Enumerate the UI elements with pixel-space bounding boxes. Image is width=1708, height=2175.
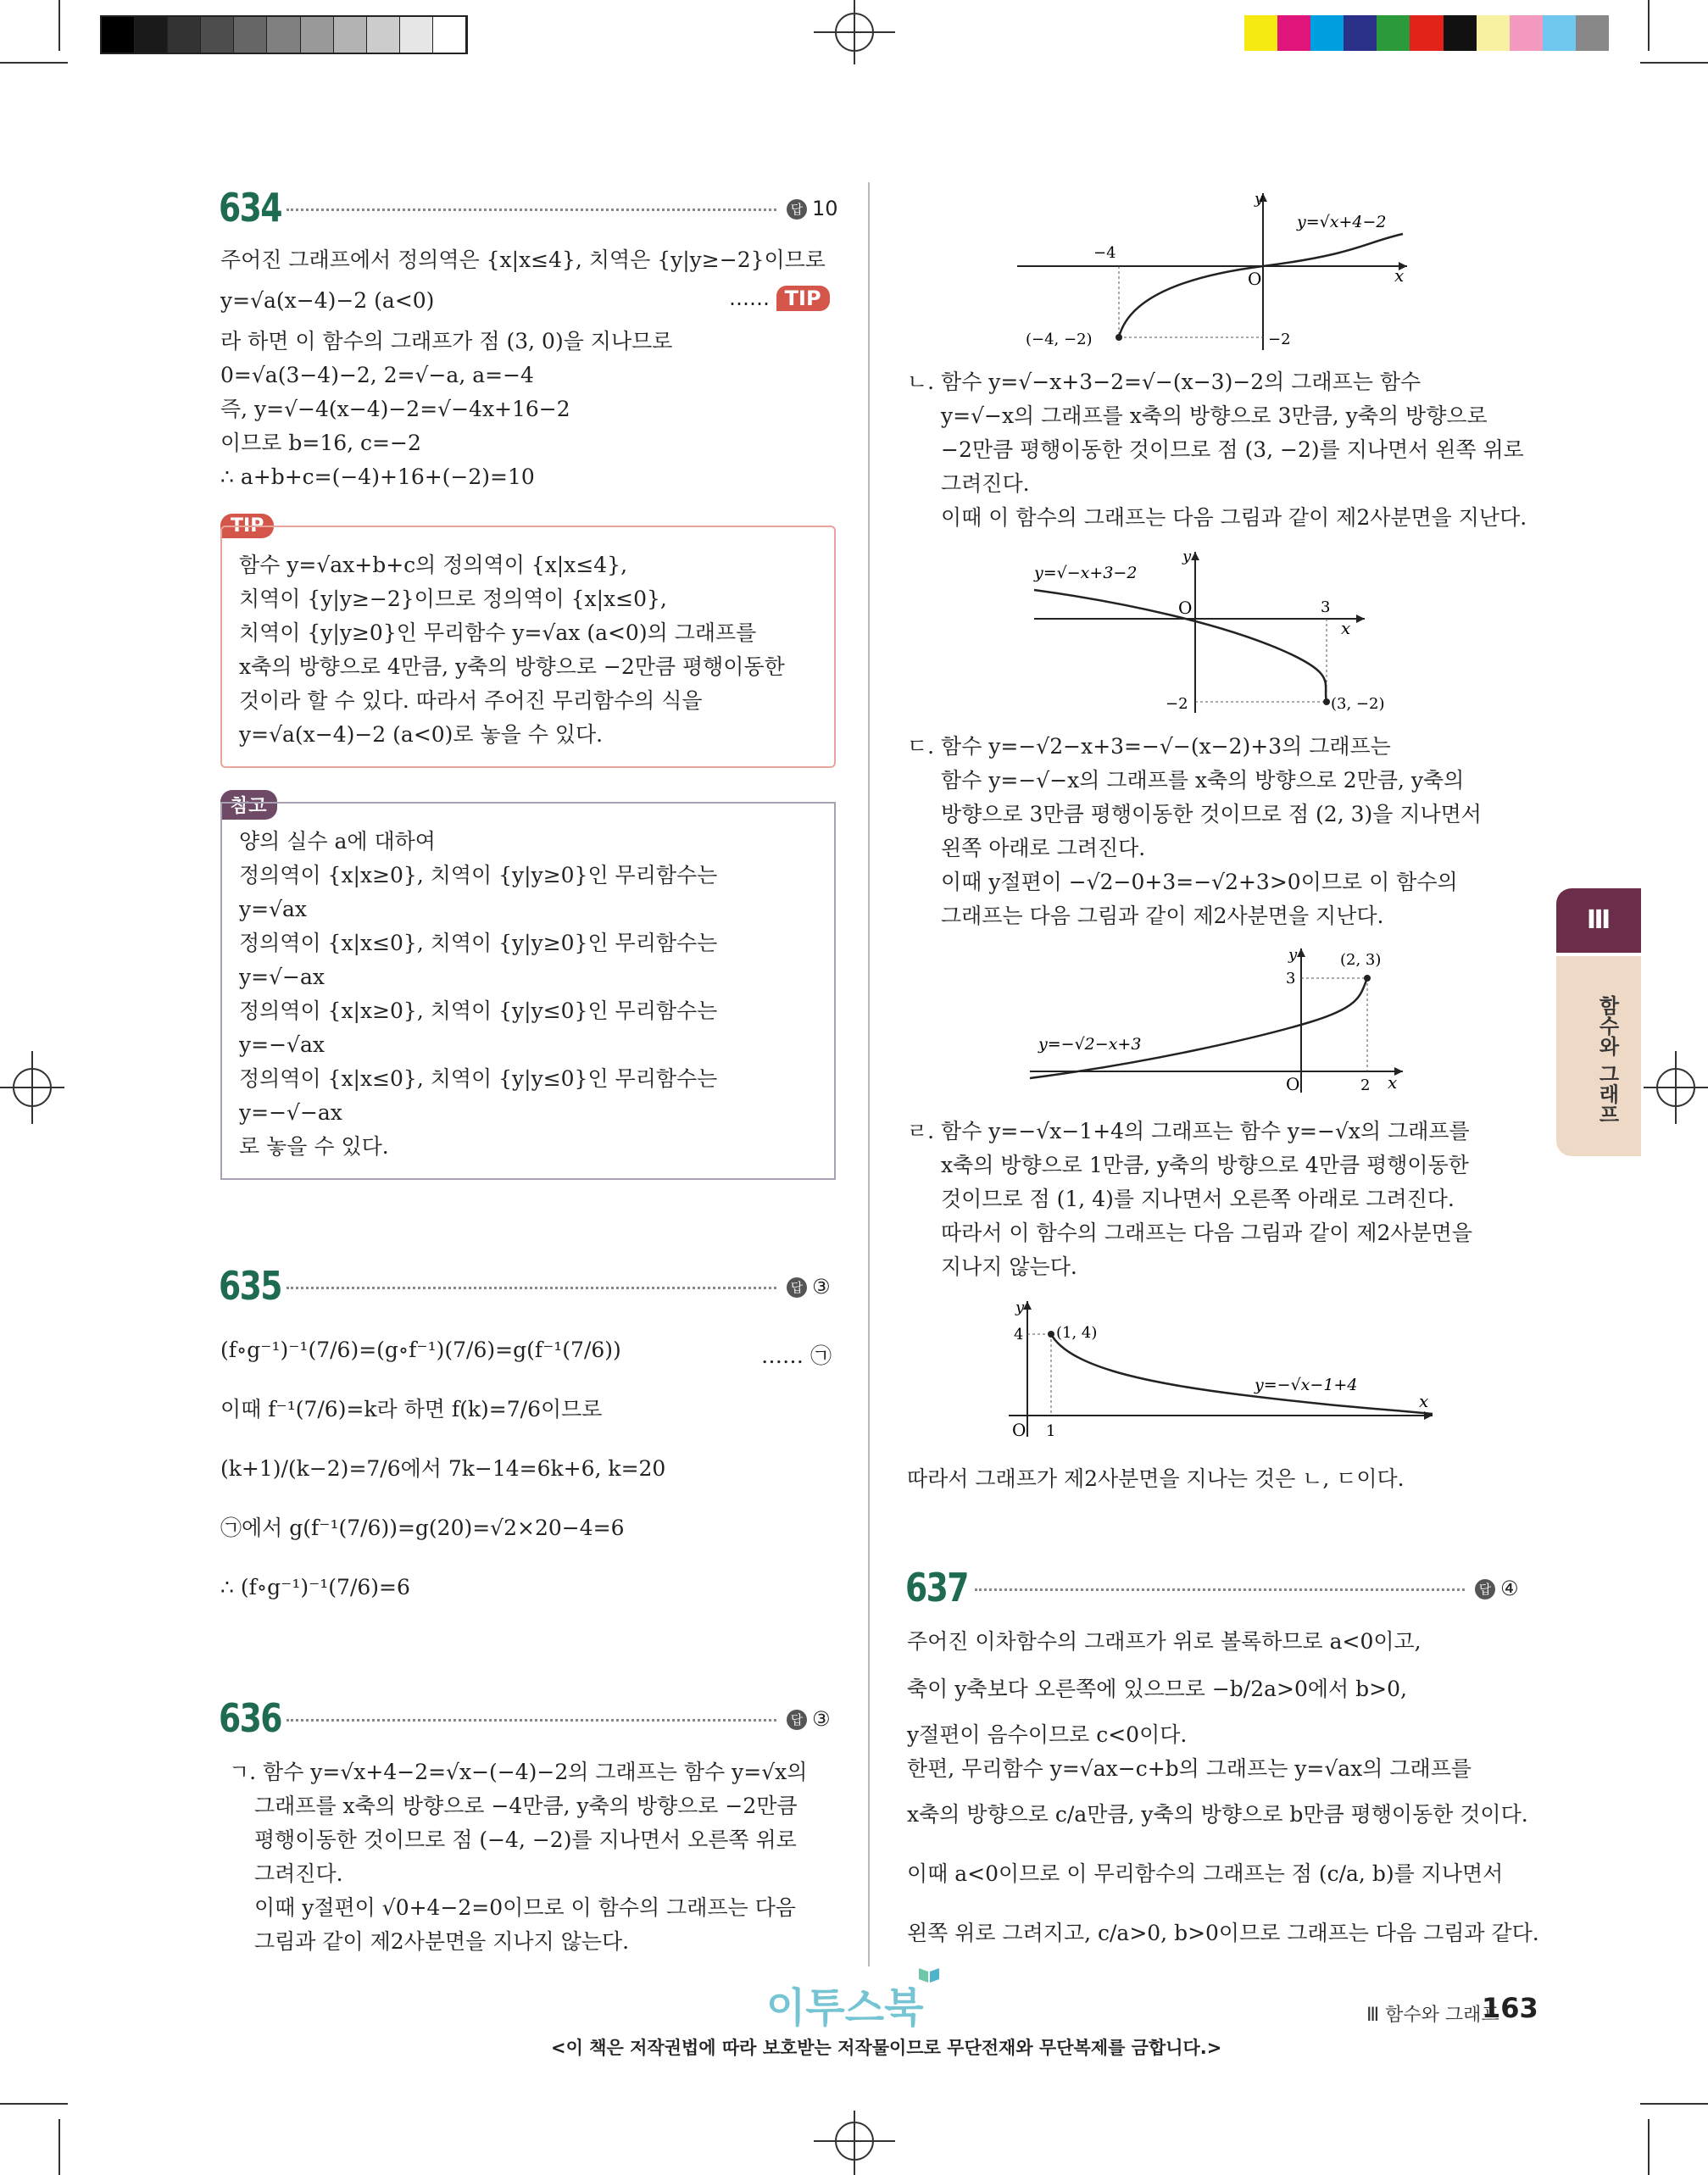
solution-line: 이때 y절편이 √0+4−2=0이므로 이 함수의 그래프는 다음 — [254, 1895, 796, 1920]
solution-line: 왼쪽 위로 그려지고, c/a>0, b>0이므로 그래프는 다음 그림과 같다. — [907, 1921, 1539, 1945]
problem-number: 635 — [219, 1263, 281, 1309]
origin-label: O — [1248, 269, 1262, 289]
tip-line: 것이라 할 수 있다. 따라서 주어진 무리함수의 식을 — [239, 688, 703, 713]
problem-number: 634 — [219, 185, 281, 231]
note-line: 양의 실수 a에 대하여 — [239, 829, 436, 854]
page-number: 163 — [1482, 1992, 1538, 2024]
solution-line: 이때 y절편이 −√2−0+3=−√2+3>0이므로 이 함수의 — [941, 870, 1458, 894]
solution-line: 이때 이 함수의 그래프는 다음 그림과 같이 제2사분면을 지난다. — [941, 505, 1527, 530]
problem-number: 636 — [219, 1695, 281, 1741]
curve-label: y=−√2−x+3 — [1038, 1035, 1142, 1054]
chapter-number: Ⅲ — [1556, 888, 1641, 953]
solution-line: 주어진 그래프에서 정의역은 {x|x≤4}, 치역은 {y|y≥−2}이므로 — [220, 248, 826, 272]
solution-line: ㄴ. 함수 y=√−x+3−2=√−(x−3)−2의 그래프는 함수 — [907, 370, 1421, 394]
solution-line: 그려진다. — [254, 1861, 343, 1886]
answer-badge: 답 ④ — [1475, 1577, 1519, 1600]
tip-line: y=√a(x−4)−2 (a<0)로 놓을 수 있다. — [239, 722, 604, 747]
solution-line: 축이 y축보다 오른쪽에 있으므로 −b/2a>0에서 b>0, — [907, 1677, 1407, 1701]
chapter-title-box — [1556, 956, 1641, 1156]
publisher-logo: 이투스북 — [766, 1984, 924, 2032]
note-label: 참고 — [220, 790, 277, 820]
y-tick-label: −2 — [1268, 331, 1291, 348]
x-tick-label: 1 — [1046, 1422, 1056, 1440]
solution-line: 그래프를 x축의 방향으로 −4만큼, y축의 방향으로 −2만큼 — [254, 1794, 798, 1818]
solution-line: −2만큼 평행이동한 것이므로 점 (3, −2)를 지나면서 왼쪽 위로 — [941, 437, 1524, 462]
y-tick-label: 4 — [1014, 1326, 1024, 1343]
solution-line: y절편이 음수이므로 c<0이다. — [907, 1722, 1188, 1747]
solution-line: 0=√a(3−4)−2, 2=√−a, a=−4 — [220, 363, 534, 387]
solution-line: ㄷ. 함수 y=−√2−x+3=−√−(x−2)+3의 그래프는 — [907, 734, 1391, 759]
solution-line: 이므로 b=16, c=−2 — [220, 431, 421, 455]
solution-line: 평행이동한 것이므로 점 (−4, −2)를 지나면서 오른쪽 위로 — [254, 1827, 797, 1852]
origin-label: O — [1178, 598, 1193, 618]
curve-label: y=−√x−1+4 — [1255, 1376, 1358, 1394]
graph-b — [1026, 548, 1416, 717]
point-label: (1, 4) — [1056, 1324, 1098, 1342]
chapter-footer: Ⅲ 함수와 그래프 — [1366, 2005, 1499, 2026]
note-line: 로 놓을 수 있다. — [239, 1134, 389, 1159]
point-label: (−4, −2) — [1026, 331, 1093, 348]
problem-number: 637 — [905, 1565, 968, 1610]
point-label: (2, 3) — [1340, 951, 1382, 969]
y-axis-label: y — [1182, 548, 1192, 565]
solution-line: 함수 y=−√−x의 그래프를 x축의 방향으로 2만큼, y축의 — [941, 768, 1465, 793]
x-axis-label: x — [1419, 1391, 1429, 1411]
solution-line: (f∘g⁻¹)⁻¹(7/6)=(g∘f⁻¹)(7/6)=g(f⁻¹(7/6)) — [220, 1338, 621, 1362]
solution-line: 그려진다. — [941, 471, 1030, 496]
graph-c — [1021, 944, 1411, 1097]
note-line: y=−√−ax — [239, 1100, 342, 1125]
solution-line: 라 하면 이 함수의 그래프가 점 (3, 0)을 지나므로 — [220, 329, 673, 353]
solution-line: x축의 방향으로 c/a만큼, y축의 방향으로 b만큼 평행이동한 것이다. — [907, 1802, 1528, 1827]
solution-line: 주어진 이차함수의 그래프가 위로 볼록하므로 a<0이고, — [907, 1629, 1421, 1654]
note-line: y=√−ax — [239, 965, 325, 989]
note-line: 정의역이 {x|x≤0}, 치역이 {y|y≤0}인 무리함수는 — [239, 1066, 718, 1091]
solution-line: 방향으로 3만큼 평행이동한 것이므로 점 (2, 3)을 지나면서 — [941, 802, 1482, 826]
solution-line: ∴ a+b+c=(−4)+16+(−2)=10 — [220, 464, 535, 489]
solution-line: 이때 a<0이므로 이 무리함수의 그래프는 점 (c/a, b)를 지나면서 — [907, 1861, 1504, 1886]
solution-line: 한편, 무리함수 y=√ax−c+b의 그래프는 y=√ax의 그래프를 — [907, 1756, 1472, 1781]
note-line: 정의역이 {x|x≥0}, 치역이 {y|y≤0}인 무리함수는 — [239, 998, 718, 1023]
x-axis-label: x — [1341, 618, 1351, 638]
tip-line: 함수 y=√ax+b+c의 정의역이 {x|x≤4}, — [239, 553, 628, 577]
solution-line: y=√a(x−4)−2 (a<0) — [220, 288, 435, 313]
x-axis-label: x — [1388, 1072, 1398, 1093]
solution-line: 그림과 같이 제2사분면을 지나지 않는다. — [254, 1929, 630, 1954]
solution-line: 즉, y=√−4(x−4)−2=√−4x+16−2 — [220, 397, 570, 421]
solution-line: (k+1)/(k−2)=7/6에서 7k−14=6k+6, k=20 — [220, 1456, 666, 1481]
solution-line: 것이므로 점 (1, 4)를 지나면서 오른쪽 아래로 그려진다. — [941, 1187, 1455, 1211]
x-tick-label: −4 — [1093, 244, 1116, 262]
tip-marker: …… TIP — [729, 286, 830, 310]
note-box — [220, 802, 836, 1180]
tip-label: TIP — [220, 514, 274, 538]
curve-label: y=√x+4−2 — [1297, 213, 1387, 231]
y-tick-label: 3 — [1286, 970, 1296, 987]
x-axis-label: x — [1394, 265, 1405, 286]
solution-line: ㄹ. 함수 y=−√x−1+4의 그래프는 함수 y=−√x의 그래프를 — [907, 1119, 1470, 1143]
origin-label: O — [1286, 1074, 1300, 1094]
solution-line: ㄱ. 함수 y=√x+4−2=√x−(−4)−2의 그래프는 함수 y=√x의 — [229, 1760, 808, 1784]
graph-d — [1000, 1297, 1441, 1441]
tip-box — [220, 526, 836, 768]
answer-badge: 답 ③ — [787, 1275, 831, 1299]
x-tick-label: 3 — [1321, 598, 1331, 616]
tip-line: 치역이 {y|y≥0}인 무리함수 y=√ax (a<0)의 그래프를 — [239, 620, 757, 645]
answer-badge: 답 10 — [787, 197, 838, 220]
copyright-notice: <이 책은 저작권법에 따라 보호받는 저작물이므로 무단전재와 무단복제를 금합니다.> — [551, 2038, 1222, 2058]
x-tick-label: 2 — [1360, 1076, 1371, 1094]
tip-line: 치역이 {y|y≥−2}이므로 정의역이 {x|x≤0}, — [239, 587, 667, 611]
equation-marker: …… ㉠ — [761, 1343, 832, 1368]
solution-line: 지나지 않는다. — [941, 1254, 1077, 1279]
y-axis-label: y — [1255, 190, 1264, 208]
graph-a — [1009, 185, 1416, 354]
solution-line: 따라서 이 함수의 그래프는 다음 그림과 같이 제2사분면을 — [941, 1221, 1472, 1245]
y-tick-label: −2 — [1166, 695, 1188, 713]
solution-line: ∴ (f∘g⁻¹)⁻¹(7/6)=6 — [220, 1575, 410, 1599]
solution-line: 왼쪽 아래로 그려진다. — [941, 836, 1146, 860]
logo-book-icon — [917, 1965, 941, 1983]
note-line: y=√ax — [239, 897, 308, 921]
conclusion-line: 따라서 그래프가 제2사분면을 지나는 것은 ㄴ, ㄷ이다. — [907, 1466, 1405, 1491]
tip-line: x축의 방향으로 4만큼, y축의 방향으로 −2만큼 평행이동한 — [239, 654, 785, 679]
note-line: 정의역이 {x|x≤0}, 치역이 {y|y≥0}인 무리함수는 — [239, 931, 718, 955]
y-axis-label: y — [1015, 1299, 1025, 1316]
point-label: (3, −2) — [1331, 695, 1385, 713]
chapter-title: 함수와 그래프 — [1595, 994, 1619, 1125]
solution-line: y=√−x의 그래프를 x축의 방향으로 3만큼, y축의 방향으로 — [941, 403, 1488, 428]
answer-badge: 답 ③ — [787, 1707, 831, 1731]
solution-line: 이때 f⁻¹(7/6)=k라 하면 f(k)=7/6이므로 — [220, 1397, 603, 1421]
note-line: y=−√ax — [239, 1032, 325, 1057]
y-axis-label: y — [1288, 946, 1298, 964]
solution-line: 그래프는 다음 그림과 같이 제2사분면을 지난다. — [941, 904, 1384, 928]
solution-line: ㉠에서 g(f⁻¹(7/6))=g(20)=√2×20−4=6 — [220, 1516, 625, 1540]
note-line: 정의역이 {x|x≥0}, 치역이 {y|y≥0}인 무리함수는 — [239, 863, 718, 887]
origin-label: O — [1012, 1420, 1026, 1440]
solution-line: x축의 방향으로 1만큼, y축의 방향으로 4만큼 평행이동한 — [941, 1153, 1469, 1177]
curve-label: y=√−x+3−2 — [1034, 564, 1138, 582]
